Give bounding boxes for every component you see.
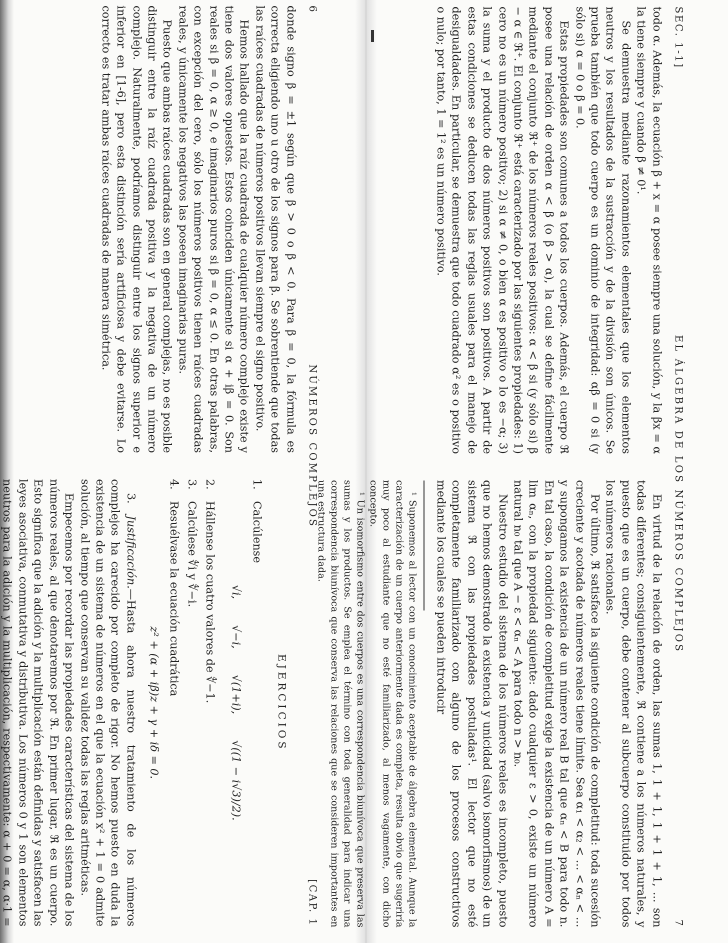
footnotes [315,480,419,928]
section-number: 3. [124,493,138,504]
text-column-2 [1,479,298,927]
exercise-1 [249,479,264,927]
text-column-1 [376,7,664,455]
exercise-1-formulas [228,479,243,927]
exercises-heading: EJERCICIOS [275,653,288,752]
section-text: —Hasta ahora nuestro tratamiento de los números complejos ha carecido por completo de rigor. No hemos puesto en duda la existencia de un sistema de números en el que la ecuación x² + 1 = 0 admite solución, al tiempo que conservan su validez todas las reglas aritméticas. [78,479,138,927]
text-column-2 [316,480,664,928]
exercise-number: 4. [167,479,181,490]
quadratic-equation: z² + (α + iβ)z + γ + iδ = 0. [147,626,161,780]
paragraph: Empecemos por recordar las propiedades características del sistema de los números reales, al que denotaremos por ℜ. En primer lugar, ℜ es un cuerpo. Esto significa que la adición y la multiplicación están definidas y satisfacen las leyes asociativa, conmutativa y distributiva. Los números 0 y 1 son elementos neutros para la adición y la multiplicación, respectivamente: α + 0 = α, α·1 = [1,479,76,927]
formula: √−i, [229,625,243,649]
paragraph: En virtud de la relación de orden, las sumas 1, 1 + 1, 1 + 1 + 1, ... son todas diferentes; consiguientemente, ℜ contiene a los números naturales, y puesto que es un cuerpo, debe contener al subcuerpo constituido por todos los números racionales. [603,480,664,928]
paragraph: Estas propiedades son comunes a todos los cuerpos. Además, el cuerpo ℜ posee una relación de orden α < β (o β > α), la cual se define fácilmente mediante el conjunto ℜ⁺ de los números reales positivos: α < β si (y sólo si) β − α ∈ ℜ⁺. El conjunto ℜ⁺ está caracterizado por las siguientes propiedades: 1) cero no es un número positivo; 2) si α ≠ 0, o bien α es positivo o lo es −α; 3) la suma y el producto de dos números positivos son positivos. A partir de estas condiciones se deducen todas las reglas usuales para el manejo de desigualdades. En particular, se demuestra que todo cuadrado α² es o positivo o nulo; por tanto, 1 = 1² es un número positivo. [434,6,571,454]
exercise-4 [166,479,181,927]
formula: √i, [229,584,243,600]
formula: √((1 − i√3)/2). [229,740,243,821]
running-title: EL ÁLGEBRA DE LOS NÚMEROS COMPLEJOS [672,335,684,654]
paragraph: Por último, ℜ satisface la siguiente condición de completitud: toda sucesión creciente y acotada de números reales tiene límite. Sea α₁ < α₂ < ... < αₙ < ... y supongamos la existencia de un número real B tal que αₙ < B para todo n. En tal caso, la condición de completitud exige la existencia de un número A = lim αₙ, con la propiedad siguiente: dado cualquier ε > 0, existe un número natural n₀ tal que A − ε < αₙ < A para todo n > n₀. [511,480,602,928]
chapter-ref: [CAP. 1 [306,879,318,927]
exercise-text: Resuélvase la ecuación cuadrática [167,501,181,697]
exercise-number: 3. [185,479,199,490]
paragraph: Hemos hallado que la raíz cuadrada de cualquier número complejo existe y tiene dos valores opuestos. Estos coinciden únicamente si α + iβ = 0. Son reales si β = 0, α ≥ 0, e imaginarios puros si β = 0, α ≤ 0. En otras palabras, con excepción del cero, sólo los números positivos tienen raíces cuadradas reales, y únicamente los negativos las poseen imaginarias puras. [176,5,251,453]
footnote: ¹ Un isomorfismo entre dos cuerpos es una correspondencia biunívoca que preserva las sumas y los productos. Se emplea el término con toda generalidad para indicar una correspondencia biunívoca que conserva las relaciones que se consideren importantes en una estructura dada. [316,480,366,928]
exercise-number: 1. [250,479,264,490]
formula: √(1+i), [229,674,243,715]
paragraph: Se demuestra mediante razonamientos elementales que los elementos neutros y los resultados de la sustracción y de la división son únicos. Se prueba también que todo cuerpo es un dominio de integridad: αβ = 0 si (y sólo si) α = 0 o β = 0. [573,6,633,454]
page-number: 6 [306,5,318,14]
section-paragraph [77,479,139,927]
paragraph: todo α. Además, la ecuación β + x = α posee siempre una solución, y la βx = α la tiene siempre y cuando β ≠ 0¹. [634,6,664,454]
paragraph: donde signo β = ±1 según que β > 0 o β < 0. Para β = 0, la fórmula es correcta eligiendo uno u otro de los signos para β. Se sobrentiende que todas las raíces cuadradas de números positivos llevan siempre el signo positivo. [253,5,298,453]
running-head [670,7,685,928]
exercise-2 [202,479,217,927]
paragraph: Puesto que ambas raíces cuadradas son en general complejas, no es posible distinguir entre la raíz cuadrada positiva y la negativa de un número complejo. Naturalmente, podríamos distinguir entre los signos superior e inferior en [1-6], pero esta distinción sería artificiosa y debe evitarse. Lo correcto es tratar ambas raíces cuadradas de manera simétrica. [99,5,174,453]
exercise-number: 2. [203,479,217,490]
paragraph: Nuestro estudio del sistema de los números reales es incompleto, puesto que no hemos demostrado la existencia y unicidad (salvo isomorfismos) de un sistema ℜ con las propiedades postuladas¹. El lector que no esté completamente familiarizado con alguno de los procesos constructivos mediante los cuales se pueden introducir [434,480,510,928]
text-column-1 [10,6,298,454]
running-title: NÚMEROS COMPLEJOS [306,364,318,529]
book-page-7 [316,1,686,934]
exercise-text: Calcúlese ∜i y ∜−i. [185,501,199,608]
section-title: Justificación. [124,515,138,589]
page-number: 7 [672,919,684,928]
book-page-6 [0,0,320,933]
exercise-text: Hállense los cuatro valores de ∜−1. [203,501,217,704]
exercise-text: Calcúlense [250,501,264,564]
footnote: ¹ Suponemos al lector con un conocimiento aceptable de álgebra elemental. Aunque la caracterización de un cuerpo anteriormente dada es completa, resulta obvio que sugeriría muy poco al estudiante que no esté familiarizado, al menos vagamente, con dicho concepto. [368,480,418,928]
section-ref: SEC. 1-1] [672,6,684,69]
footnote-rule [424,480,425,610]
exercise-3 [184,479,199,927]
